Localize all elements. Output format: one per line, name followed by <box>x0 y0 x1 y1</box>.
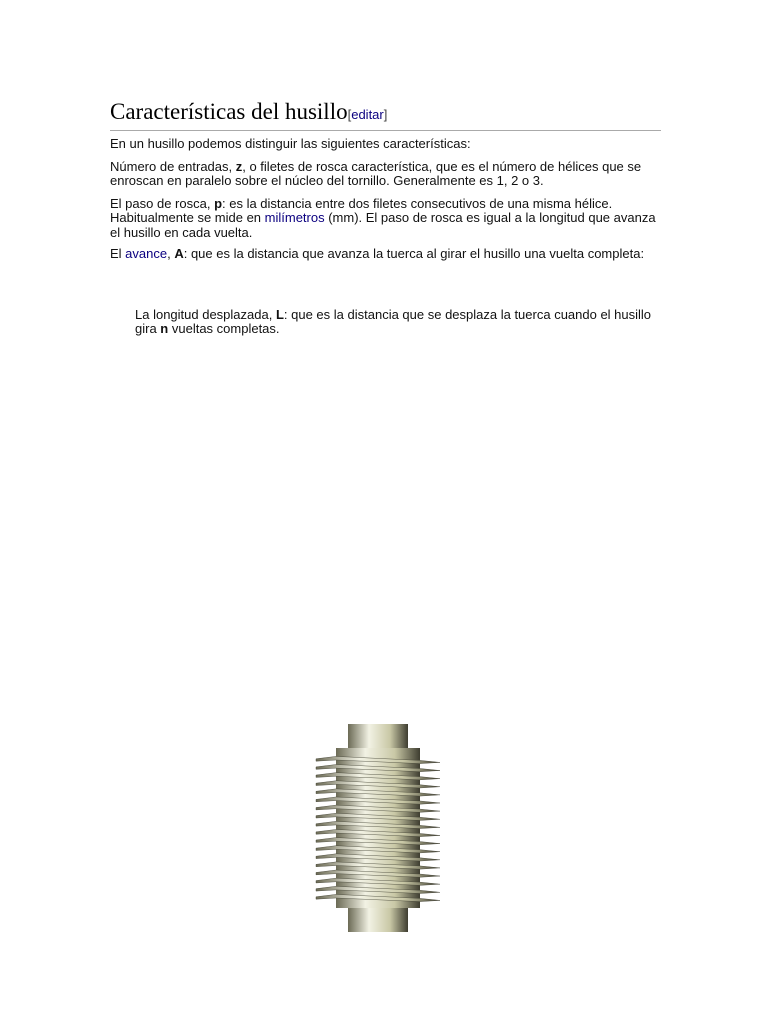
threaded-screw-icon <box>314 722 442 934</box>
entradas-paragraph <box>110 160 661 189</box>
paso-symbol: p <box>214 195 223 211</box>
screw-shaft-bottom <box>348 904 408 932</box>
screw-figure <box>314 722 442 934</box>
avance-link[interactable]: avance <box>125 246 168 261</box>
entradas-text-before: Número de entradas, <box>110 158 236 174</box>
avance-paragraph <box>110 247 661 262</box>
longitud-paragraph <box>135 308 661 337</box>
edit-bracket-close: ] <box>383 107 388 122</box>
avance-symbol: A <box>174 246 184 261</box>
paso-text-middle: : es la distancia entre dos filetes consecutivos de una misma hélice. Habitualmente se mide en <box>110 195 613 225</box>
longitud-text-after: vueltas completas. <box>168 321 280 336</box>
section-heading <box>110 98 661 131</box>
edit-section <box>348 107 388 122</box>
paso-text-before: El paso de rosca, <box>110 195 215 211</box>
edit-link[interactable]: editar <box>351 107 384 122</box>
milimetros-link[interactable]: milímetros <box>264 210 325 225</box>
avance-text-after: : que es la distancia que avanza la tuerca al girar el husillo una vuelta completa: <box>183 246 645 261</box>
entradas-symbol: z <box>235 158 243 174</box>
intro-paragraph: En un husillo podemos distinguir las siguientes características: <box>110 136 471 151</box>
avance-separator: , <box>167 246 175 261</box>
entradas-text-after: , o filetes de rosca característica, que es el número de hélices que se enroscan en paralelo sobre el núcleo del tornillo. Generalmente es 1, 2 o 3. <box>110 158 642 188</box>
section-title: Características del husillo <box>110 99 348 124</box>
avance-text-before: El <box>110 246 126 261</box>
article-section <box>110 98 661 337</box>
edit-bracket-open: [ <box>347 107 352 122</box>
longitud-text-middle: : que es la distancia que se desplaza la tuerca cuando el husillo gira <box>135 306 652 336</box>
paso-text-after: (mm). El paso de rosca es igual a la longitud que avanza el husillo en cada vuelta. <box>110 210 656 240</box>
vueltas-symbol: n <box>160 321 169 336</box>
paso-paragraph <box>110 197 661 241</box>
longitud-text-before: La longitud desplazada, <box>135 306 276 322</box>
longitud-symbol: L <box>275 306 284 322</box>
